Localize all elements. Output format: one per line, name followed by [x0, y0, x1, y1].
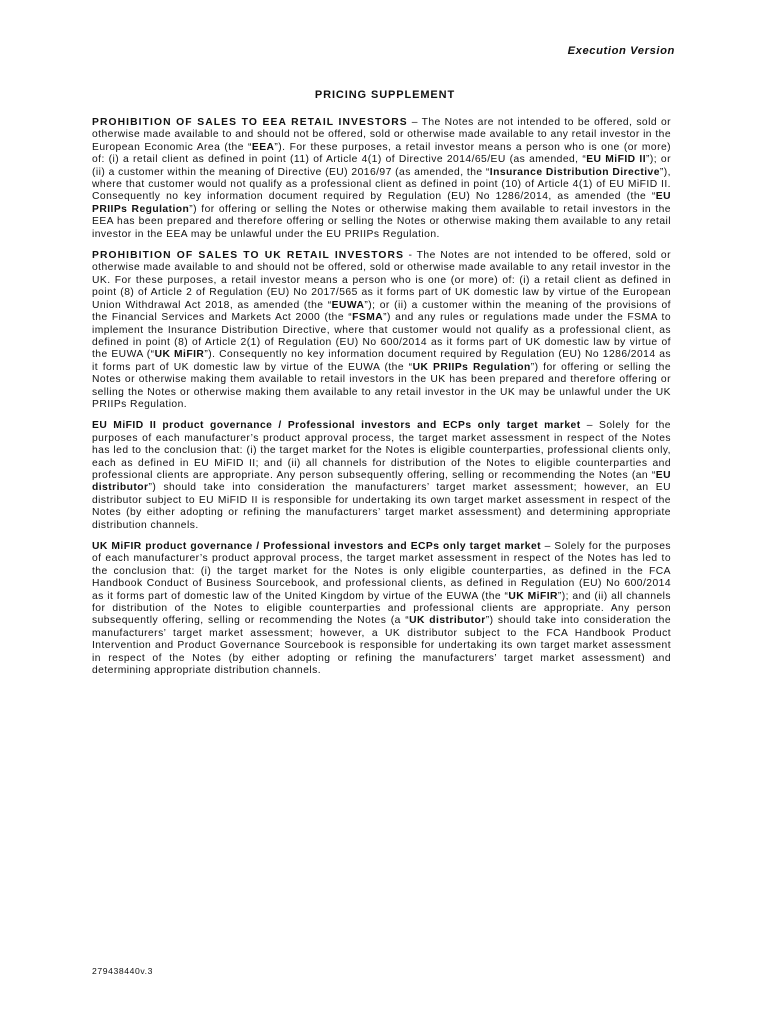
defined-term: EUWA [331, 299, 365, 311]
paragraph-text: – The Notes are not intended to be offered, sold or otherwise made available to and should not be offered, sold or otherwise made available to any retail investor in the European Economic Area (the “ [92, 117, 671, 153]
defined-term: EU PRIIPs Regulation [92, 191, 671, 215]
defined-term: UK MiFIR product governance / Professional investors and ECPs only target market [92, 541, 542, 552]
paragraph-text: ”); or (ii) a customer within the meaning of Directive (EU) 2016/97 (as amended, the “ [92, 154, 671, 178]
paragraph-text: ”); and (ii) all channels for distribution of the Notes to eligible counterparties and professional clients are appropriate. Any person subsequently offering, selling or recommending the Notes (a “ [92, 590, 672, 627]
defined-term: UK MiFIR [508, 590, 558, 602]
defined-term: EU MiFID II product governance / Professional investors and ECPs only target market [92, 420, 581, 432]
paragraph-text: ”), where that customer would not qualify as a professional client as defined in point (10) of Article 4(1) of EU MiFID II. Consequently no key information document required by Regulation (EU) No 1286/2014, as amended (the “ [92, 166, 671, 203]
paragraph-text: ”); or (ii) a customer within the meaning of the provisions of the Financial Services and Markets Act 2000 (the “ [92, 299, 671, 324]
defined-term: FSMA [352, 312, 384, 324]
paragraph-text: - The Notes are not intended to be offered, sold or otherwise made available to and should not be offered, sold or otherwise made available to any retail investor in the UK. For these purposes, a retail investor means a person who is one (or more) of: (i) a retail client as defined in point (8) of Article 2 of Regulation (EU) No 2017/565 as it forms part of UK domestic law by virtue of the European Union Withdrawal Act 2018, as amended (the “ [92, 250, 671, 311]
paragraph-text: ”). Consequently no key information document required by Regulation (EU) No 1286/2014 as it forms part of UK domestic law by virtue of the EUWA (the “ [92, 349, 671, 373]
defined-term: Insurance Distribution Directive [489, 166, 660, 178]
paragraph-text: ”) should take into consideration the manufacturers’ target market assessment; however, an EU distributor subject to EU MiFID II is responsible for undertaking its own target market assessment in respect of the Notes (by either adopting or refining the manufacturers’ target market assessment) and determining appropriate distribution channels. [92, 482, 671, 531]
paragraph-text: – Solely for the purposes of each manufacturer’s product approval process, the target market assessment in respect of the Notes has led to the conclusion that: (i) the target market for the Notes is eligible counterparties, professional clients only, each as defined in EU MiFID II; and (ii) all channels for distribution of the Notes to eligible counterparties and professional clients are appropriate. Any person subsequently offering, selling or recommending the Notes (an “ [92, 420, 671, 481]
paragraph-text: ”) should take into consideration the manufacturers’ target market assessment; however, a UK distributor subject to the FCA Handbook Product Intervention and Product Governance Sourcebook is responsible for undertaking its own target market assessment in respect of the Notes (by either adopting or refining the manufacturers’ target market assessment) and determining appropriate distribution channels. [92, 615, 672, 677]
document-reference: 279438440v.3 [92, 966, 154, 976]
defined-term: UK PRIIPs Regulation [412, 361, 531, 373]
paragraph-eu-mifid-governance [92, 420, 671, 532]
defined-term: UK distributor [409, 615, 486, 627]
document-body [92, 117, 671, 686]
section-heading: PROHIBITION OF SALES TO EEA RETAIL INVESTORS [92, 117, 408, 128]
paragraph-text: – Solely for the purposes of each manufacturer’s product approval process, the target market assessment in respect of the Notes has led to the conclusion that: (i) the target market for the Notes is only eligible counterparties, as defined in the FCA Handbook Conduct of Business Sourcebook, and professional clients, as defined in Regulation (EU) No 600/2014 as it forms part of domestic law of the United Kingdom by virtue of the EUWA (the “ [92, 541, 671, 602]
page-title: PRICING SUPPLEMENT [314, 89, 456, 101]
paragraph-uk-retail [92, 250, 671, 411]
execution-version-label: Execution Version [567, 45, 675, 57]
defined-term: EU MiFID II [586, 154, 647, 166]
defined-term: UK MiFIR [154, 349, 205, 361]
paragraph-text: ”) for offering or selling the Notes or otherwise making them available to retail investors in the UK has been prepared and therefore offering or selling the Notes or otherwise making them available to any retail investor in the UK may be unlawful under the UK PRIIPs Regulation. [92, 361, 671, 410]
paragraph-text: ”). For these purposes, a retail investor means a person who is one (or more) of: (i) a retail client as defined in point (11) of Article 4(1) of Directive 2014/65/EU (as amended, “ [92, 141, 671, 166]
section-heading: PROHIBITION OF SALES TO UK RETAIL INVESTORS [92, 250, 405, 262]
defined-term: EU distributor [92, 469, 671, 494]
paragraph-text: ”) and any rules or regulations made under the FSMA to implement the Insurance Distribution Directive, where that customer would not qualify as a professional client, as defined in point (8) of Article 2(1) of Regulation (EU) No 600/2014 as it forms part of UK domestic law by virtue of the EUWA (“ [92, 312, 671, 361]
paragraph-text: ”) for offering or selling the Notes or otherwise making them available to retail investors in the EEA has been prepared and therefore offering or selling the Notes or otherwise making them available to any retail investor in the EEA may be unlawful under the EU PRIIPs Regulation. [92, 203, 671, 240]
paragraph-eea-retail [92, 117, 671, 241]
defined-term: EEA [251, 141, 275, 153]
paragraph-uk-mifir-governance [92, 541, 671, 677]
